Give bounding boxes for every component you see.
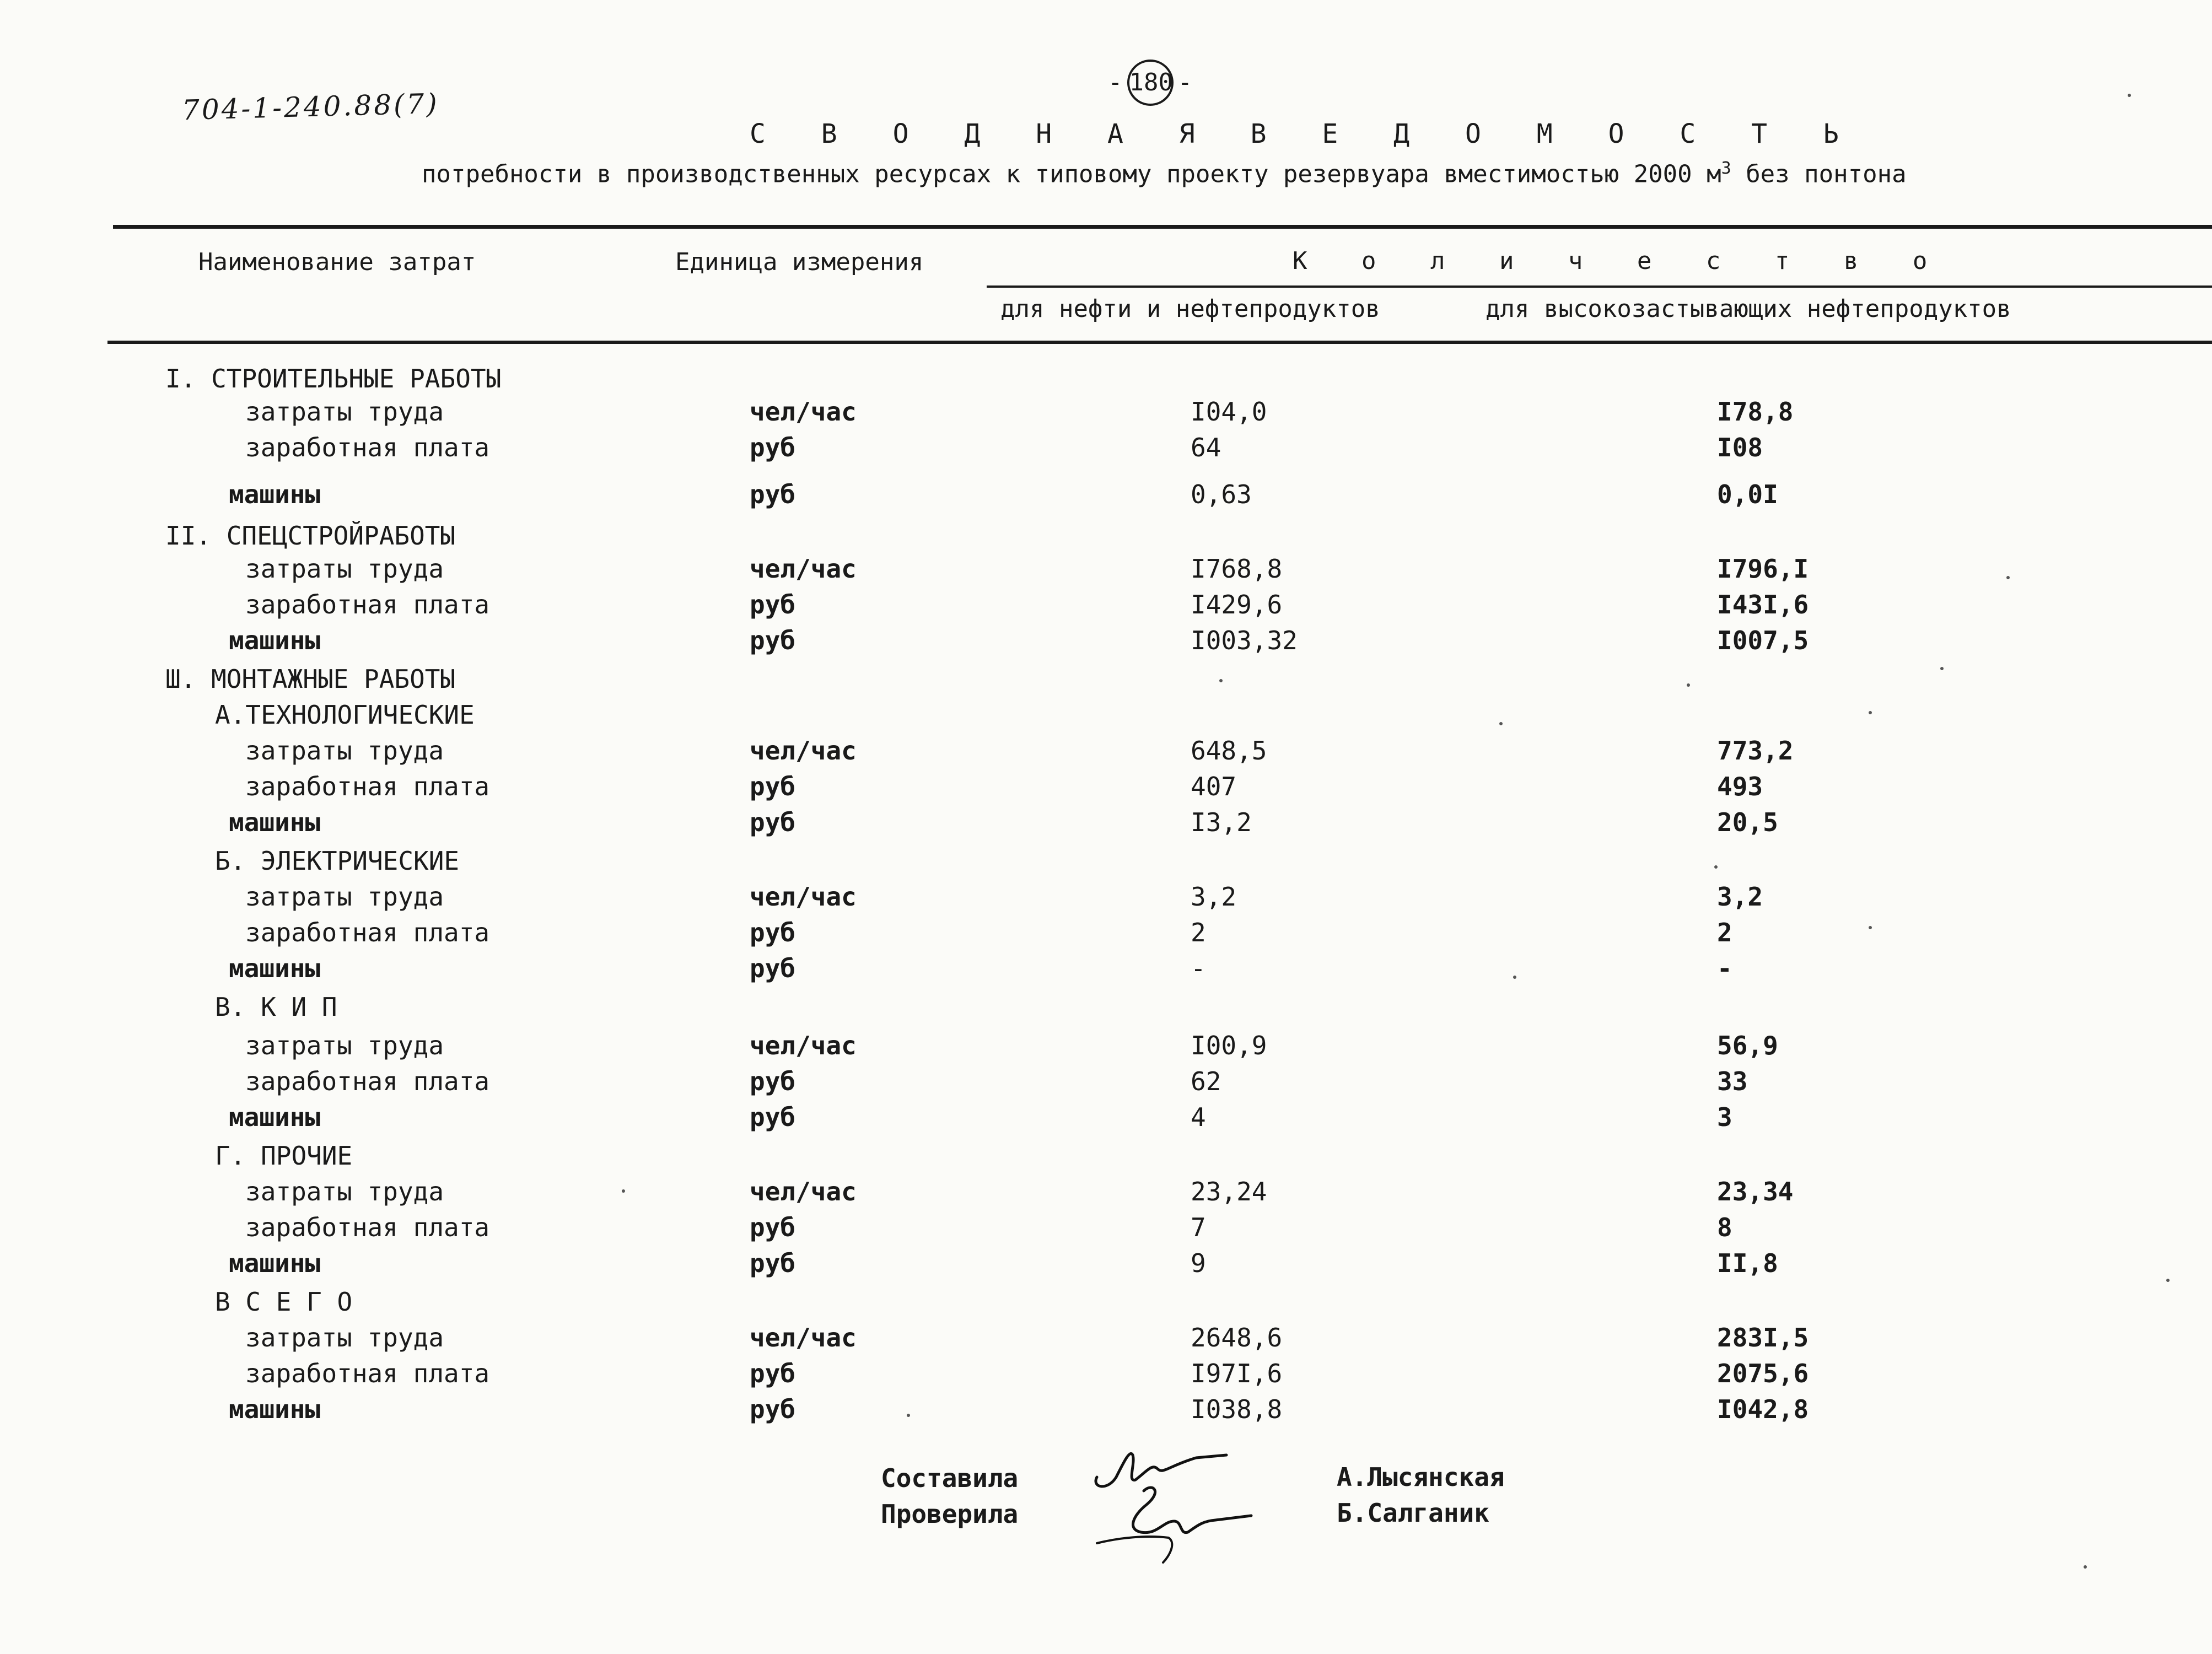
row-name: заработная плата	[245, 1359, 490, 1388]
row-name: I. СТРОИТЕЛЬНЫЕ РАБОТЫ	[165, 364, 502, 394]
row-quantity-oil: I768,8	[1191, 554, 1283, 584]
row-unit: руб	[750, 590, 796, 619]
table-row	[0, 1141, 2212, 1176]
row-name: заработная плата	[245, 1213, 490, 1242]
row-unit: руб	[750, 807, 796, 837]
row-unit: руб	[750, 433, 796, 462]
row-name: В С Е Г О	[215, 1287, 353, 1317]
table-row	[0, 918, 2212, 953]
row-unit: руб	[750, 918, 796, 947]
row-quantity-viscous: I78,8	[1717, 397, 1794, 427]
table-row	[0, 1177, 2212, 1212]
row-quantity-viscous: 2075,6	[1717, 1359, 1809, 1388]
document-code: 704-1-240.88(7)	[181, 87, 440, 127]
header-quantity: К о л и ч е с т в о	[1293, 247, 1947, 275]
row-quantity-oil: 9	[1191, 1248, 1206, 1278]
table-row	[0, 953, 2212, 989]
table-row	[0, 1031, 2212, 1066]
row-quantity-viscous: I08	[1717, 433, 1763, 462]
scan-speck	[1714, 865, 1718, 869]
row-quantity-oil: I97I,6	[1191, 1359, 1283, 1388]
scan-speck	[622, 1189, 625, 1193]
row-name: затраты труда	[245, 1177, 444, 1206]
header-name: Наименование затрат	[198, 248, 476, 276]
row-quantity-oil: 64	[1191, 433, 1221, 462]
row-name: А.ТЕХНОЛОГИЧЕСКИЕ	[215, 700, 475, 730]
row-quantity-viscous: 493	[1717, 772, 1763, 801]
table-row	[0, 772, 2212, 807]
header-quantity-viscous: для высокозастывающих нефтепродуктов	[1486, 295, 2011, 323]
table-row	[0, 554, 2212, 589]
table-row	[0, 397, 2212, 432]
row-name: машины	[229, 626, 321, 655]
row-quantity-oil: 2648,6	[1191, 1323, 1283, 1353]
row-quantity-oil: I3,2	[1191, 807, 1252, 837]
table-row	[0, 736, 2212, 771]
row-name: затраты труда	[245, 736, 444, 766]
header-unit: Единица измерения	[675, 248, 924, 276]
row-quantity-viscous: I042,8	[1717, 1394, 1809, 1424]
row-quantity-oil: I429,6	[1191, 590, 1283, 619]
row-name: II. СПЕЦСТРОЙРАБОТЫ	[165, 521, 456, 551]
row-quantity-oil: 62	[1191, 1066, 1221, 1096]
row-quantity-viscous: 3	[1717, 1102, 1732, 1132]
table-row	[0, 433, 2212, 468]
row-quantity-oil: I003,32	[1191, 626, 1298, 655]
dash-left: -	[1108, 68, 1123, 96]
row-name: машины	[229, 1248, 321, 1278]
row-name: затраты труда	[245, 554, 444, 584]
row-quantity-oil: I00,9	[1191, 1031, 1267, 1060]
table-row	[0, 590, 2212, 625]
row-unit: чел/час	[750, 736, 857, 766]
row-quantity-oil: 7	[1191, 1213, 1206, 1242]
row-quantity-oil: 0,63	[1191, 480, 1252, 509]
row-quantity-viscous: I796,I	[1717, 554, 1809, 584]
row-name: Б. ЭЛЕКТРИЧЕСКИЕ	[215, 846, 460, 876]
page-subtitle	[422, 159, 1907, 188]
row-name: машины	[229, 1102, 321, 1132]
row-quantity-oil: 3,2	[1191, 882, 1237, 912]
row-quantity-viscous: 20,5	[1717, 807, 1778, 837]
scan-speck	[1940, 667, 1944, 670]
scan-speck	[1513, 976, 1516, 979]
scan-speck	[1499, 722, 1503, 725]
scan-speck	[1687, 683, 1690, 687]
subtitle-main: потребности в производственных ресурсах к типовому проекту резервуара вместимостью 2000 м	[422, 160, 1721, 188]
row-quantity-viscous: I43I,6	[1717, 590, 1809, 619]
table-row	[0, 1323, 2212, 1358]
row-quantity-viscous: 56,9	[1717, 1031, 1778, 1060]
row-quantity-viscous: 3,2	[1717, 882, 1763, 912]
row-quantity-viscous: 2	[1717, 918, 1732, 947]
row-unit: чел/час	[750, 1177, 857, 1206]
row-name: Г. ПРОЧИЕ	[215, 1141, 353, 1171]
row-name: машины	[229, 807, 321, 837]
row-unit: руб	[750, 953, 796, 983]
row-unit: чел/час	[750, 1323, 857, 1353]
scan-speck	[1869, 926, 1872, 929]
table-row	[0, 664, 2212, 699]
row-unit: чел/час	[750, 882, 857, 912]
row-quantity-viscous: -	[1717, 953, 1732, 983]
row-name: заработная плата	[245, 433, 490, 462]
row-quantity-viscous: I007,5	[1717, 626, 1809, 655]
subtitle-superscript: 3	[1721, 159, 1731, 178]
row-quantity-oil: 23,24	[1191, 1177, 1267, 1206]
checked-name: Б.Салганик	[1337, 1498, 1489, 1528]
row-unit: руб	[750, 480, 796, 509]
row-unit: руб	[750, 1359, 796, 1388]
row-quantity-viscous: 8	[1717, 1213, 1732, 1242]
scan-speck	[1219, 679, 1223, 682]
row-name: машины	[229, 953, 321, 983]
row-unit: руб	[750, 1213, 796, 1242]
row-quantity-viscous: II,8	[1717, 1248, 1778, 1278]
row-quantity-oil: I04,0	[1191, 397, 1267, 427]
handwritten-signatures	[1086, 1439, 1262, 1571]
row-name: заработная плата	[245, 772, 490, 801]
row-name: Ш. МОНТАЖНЫЕ РАБОТЫ	[165, 664, 456, 694]
compiled-name: А.Лысянская	[1337, 1462, 1505, 1492]
scan-speck	[2006, 576, 2010, 579]
row-name: машины	[229, 1394, 321, 1424]
row-unit: руб	[750, 772, 796, 801]
row-name: заработная плата	[245, 918, 490, 947]
row-name: затраты труда	[245, 1031, 444, 1060]
row-quantity-viscous: 773,2	[1717, 736, 1794, 766]
row-name: затраты труда	[245, 397, 444, 427]
row-unit: руб	[750, 1066, 796, 1096]
dash-right: -	[1177, 68, 1192, 96]
table-row	[0, 807, 2212, 843]
table-row	[0, 364, 2212, 399]
row-quantity-oil: -	[1191, 953, 1206, 983]
header-quantity-oil: для нефти и нефтепродуктов	[1000, 295, 1380, 323]
row-name: заработная плата	[245, 1066, 490, 1096]
page-number-value: 180	[1127, 60, 1174, 106]
scan-speck	[2166, 1279, 2170, 1282]
row-unit: руб	[750, 626, 796, 655]
table-row	[0, 1213, 2212, 1248]
row-unit: руб	[750, 1394, 796, 1424]
row-name: затраты труда	[245, 1323, 444, 1353]
row-name: заработная плата	[245, 590, 490, 619]
checked-label: Проверила	[881, 1499, 1019, 1529]
table-row	[0, 1287, 2212, 1322]
table-row	[0, 700, 2212, 735]
header-bottom-rule	[107, 341, 2212, 344]
scan-speck	[907, 1414, 910, 1417]
row-unit: чел/час	[750, 554, 857, 584]
table-row	[0, 626, 2212, 661]
row-quantity-viscous: 0,0I	[1717, 480, 1778, 509]
table-row	[0, 1102, 2212, 1138]
page-title: С В О Д Н А Я В Е Д О М О С Т Ь	[750, 118, 1859, 149]
page-number	[1108, 60, 1192, 106]
table-row	[0, 1359, 2212, 1394]
header-top-rule	[113, 225, 2212, 229]
row-quantity-oil: 2	[1191, 918, 1206, 947]
table-row	[0, 992, 2212, 1027]
scan-speck	[2128, 94, 2131, 97]
subtitle-tail: без понтона	[1731, 160, 1907, 188]
table-row	[0, 480, 2212, 515]
table-row	[0, 1394, 2212, 1430]
row-quantity-oil: 407	[1191, 772, 1237, 801]
row-name: затраты труда	[245, 882, 444, 912]
header-middle-rule	[987, 285, 2212, 288]
table-row	[0, 1066, 2212, 1102]
table-row	[0, 521, 2212, 556]
row-unit: руб	[750, 1248, 796, 1278]
row-unit: чел/час	[750, 397, 857, 427]
row-quantity-viscous: 33	[1717, 1066, 1748, 1096]
table-row	[0, 1248, 2212, 1284]
scan-speck	[2084, 1565, 2087, 1569]
row-quantity-viscous: 283I,5	[1717, 1323, 1809, 1353]
row-quantity-oil: 4	[1191, 1102, 1206, 1132]
row-name: В. К И П	[215, 992, 337, 1022]
row-unit: руб	[750, 1102, 796, 1132]
row-unit: чел/час	[750, 1031, 857, 1060]
row-quantity-oil: 648,5	[1191, 736, 1267, 766]
compiled-label: Составила	[881, 1463, 1019, 1493]
row-name: машины	[229, 480, 321, 509]
table-row	[0, 882, 2212, 917]
row-quantity-oil: I038,8	[1191, 1394, 1283, 1424]
table-row	[0, 846, 2212, 881]
scan-speck	[1869, 711, 1872, 714]
row-quantity-viscous: 23,34	[1717, 1177, 1794, 1206]
